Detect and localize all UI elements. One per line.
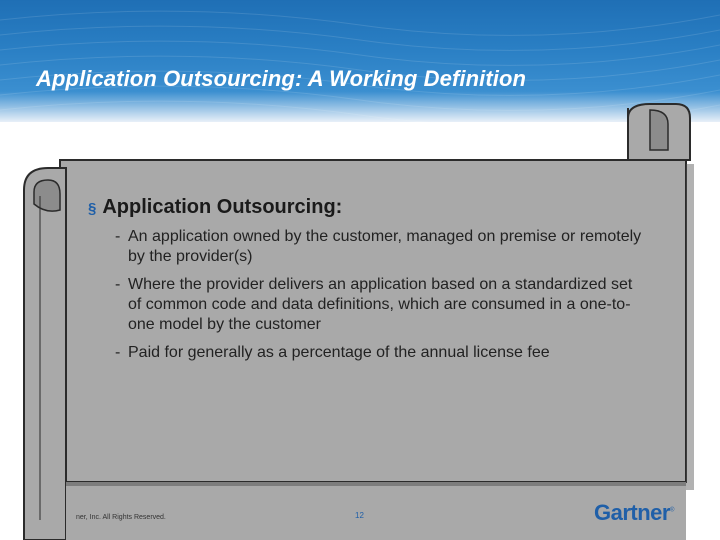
- registered-mark: ®: [669, 507, 674, 514]
- dash-marker: -: [115, 344, 121, 361]
- dash-marker: -: [115, 276, 121, 293]
- sub-bullet-text: An application owned by the customer, managed on premise or remotely by the provider(s): [128, 228, 642, 265]
- dash-marker: -: [115, 228, 121, 245]
- sub-bullet: [115, 227, 648, 267]
- sub-bullet-text: Where the provider delivers an application based on a standardized set of common code and data definitions, which are consumed in a one-to-one model by the customer: [128, 276, 633, 333]
- sub-bullet: [115, 343, 648, 363]
- sub-bullet-text: Paid for generally as a percentage of the annual license fee: [128, 344, 550, 361]
- bullet-heading: Application Outsourcing:: [102, 196, 343, 218]
- main-bullet: [88, 196, 648, 219]
- slide-content: [88, 196, 648, 363]
- logo-text: Gartner: [594, 500, 670, 525]
- sub-bullet: [115, 275, 648, 335]
- gartner-logo: [594, 500, 674, 526]
- bullet-marker-icon: §: [88, 200, 97, 217]
- slide-title: Application Outsourcing: A Working Definition: [36, 66, 527, 91]
- page-number: 12: [355, 511, 364, 520]
- copyright-text: ner, Inc. All Rights Reserved.: [76, 514, 166, 521]
